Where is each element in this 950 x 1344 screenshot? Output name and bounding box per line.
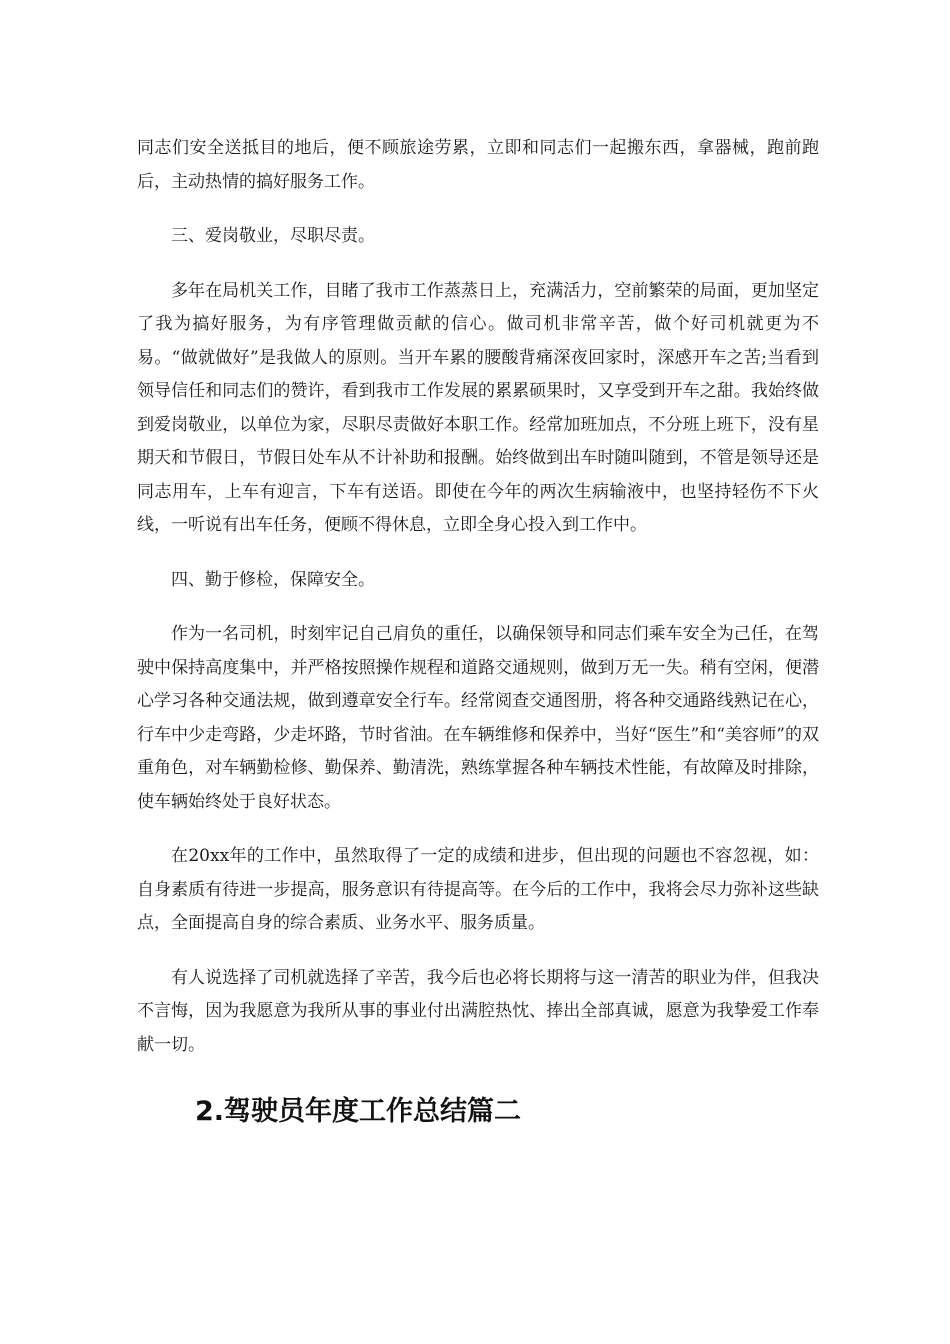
- subheading-three: 三、爱岗敬业，尽职尽责。: [171, 226, 375, 246]
- paragraph-continuation: 同志们安全送抵目的地后，便不顾旅途劳累，立即和同志们一起搬东西，拿器械，跑前跑后，主动热情的搞好服务工作。: [137, 138, 819, 192]
- paragraph-closing: 有人说选择了司机就选择了辛苦，我今后也必将长期将与这一清苦的职业为伴，但我决不言悔，因为我愿意为我所从事的事业付出满腔热忱、捧出全部真诚，愿意为我挚爱工作奉献一切。: [137, 967, 819, 1055]
- paragraph-maintenance: 作为一名司机，时刻牢记自己肩负的重任，以确保领导和同志们乘车安全为己任，在驾驶中保持高度集中，并严格按照操作规程和道路交通规则，做到万无一失。稍有空闲，便潜心学习各种交通法规，做到遵章安全行车。经常阅查交通图册，将各种交通路线熟记在心，行车中少走弯路，少走坏路，节时省油。在车辆维修和保养中，当好“医生”和“美容师”的双重角色，对车辆勤检修、勤保养、勤清洗，熟练掌握各种车辆技术性能，有故障及时排除，使车辆始终处于良好状态。: [137, 624, 819, 812]
- paragraph-dedication: 多年在局机关工作，目睹了我市工作蒸蒸日上，充满活力，空前繁荣的局面，更加坚定了我为搞好服务，为有序管理做贡献的信心。做司机非常辛苦，做个好司机就更为不易。“做就做好”是我做人的原则。当开车累的腰酸背痛深夜回家时，深感开车之苦;当看到领导信任和同志们的赞许，看到我市工作发展的累累硕果时，又享受到开车之甜。我始终做到爱岗敬业，以单位为家，尽职尽责做好本职工作。经常加班加点，不分班上班下，没有星期天和节假日，节假日处车从不计补助和报酬。始终做到出车时随叫随到，不管是领导还是同志用车，上车有迎言，下车有送语。即使在今年的两次生病输液中，也坚持轻伤不下火线，一听说有出车任务，便顾不得休息，立即全身心投入到工作中。: [137, 280, 819, 535]
- subheading-four: 四、勤于修检，保障安全。: [171, 569, 375, 590]
- document-page: [137, 132, 819, 1132]
- section-heading: 2.驾驶员年度工作总结篇二: [195, 1096, 522, 1127]
- paragraph-shortcomings: 在20xx年的工作中，虽然取得了一定的成绩和进步，但出现的问题也不容忽视，如：自身素质有待进一步提高，服务意识有待提高等。在今后的工作中，我将会尽力弥补这些缺点，全面提高自身的综合素质、业务水平、服务质量。: [137, 846, 819, 933]
